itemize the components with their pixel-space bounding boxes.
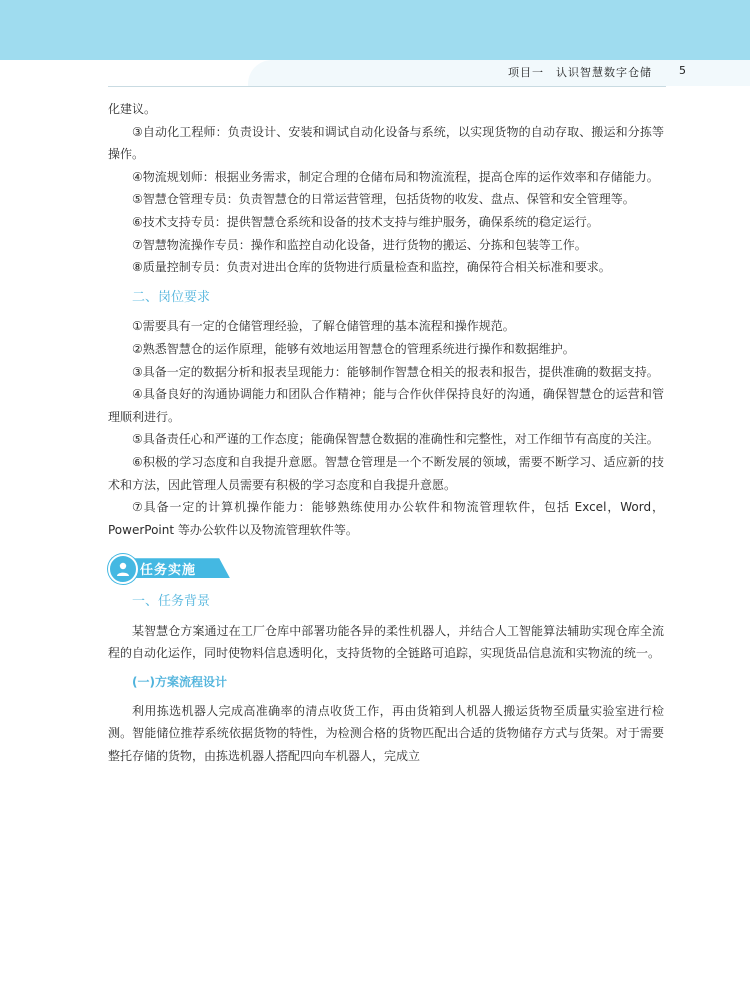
page-body [108, 98, 664, 767]
running-title: 项目一 认识智慧数字仓储 [508, 66, 652, 79]
requirement-item: ②熟悉智慧仓的运作原理，能够有效地运用智慧仓的管理系统进行操作和数据维护。 [132, 341, 575, 356]
section-heading-requirements: 二、岗位要求 [132, 289, 211, 305]
role-item: ③自动化工程师：负责设计、安装和调试自动化设备与系统，以实现货物的自动存取、搬运和分拣等操作。 [108, 124, 664, 162]
header-divider [108, 86, 666, 87]
subsection-heading: (一)方案流程设计 [132, 675, 227, 690]
running-header [248, 60, 750, 86]
continued-line: 化建议。 [108, 102, 157, 116]
section-heading-background: 一、任务背景 [132, 594, 211, 610]
role-item: ⑤智慧仓管理专员：负责智慧仓的日常运营管理，包括货物的收发、盘点、保管和安全管理等。 [132, 192, 635, 207]
header-band [0, 0, 750, 60]
page-number: 5 [679, 64, 686, 77]
role-item: ⑥技术支持专员：提供智慧仓系统和设备的技术支持与维护服务，确保系统的稳定运行。 [132, 214, 599, 229]
flow-paragraph: 利用拣选机器人完成高准确率的清点收货工作，再由货箱到人机器人搬运货物至质量实验室进行检测。智能储位推荐系统依据货物的特性，为检测合格的货物匹配出合适的货物储存方式与货架。对于需要整托存储的货物，由拣选机器人搭配四向车机器人，完成立 [108, 703, 664, 763]
role-item: ④物流规划师：根据业务需求，制定合理的仓储布局和物流流程，提高仓库的运作效率和存储能力。 [132, 169, 659, 184]
requirement-item: ④具备良好的沟通协调能力和团队合作精神；能与合作伙伴保持良好的沟通，确保智慧仓的运营和管理顺利进行。 [108, 387, 664, 424]
requirement-item: ①需要具有一定的仓储管理经验，了解仓储管理的基本流程和操作规范。 [132, 319, 515, 334]
banner-label: 任务实施 [140, 563, 197, 579]
role-item: ⑦智慧物流操作专员：操作和监控自动化设备，进行货物的搬运、分拣和包装等工作。 [132, 237, 587, 252]
background-paragraph: 某智慧仓方案通过在工厂仓库中部署功能各异的柔性机器人，并结合人工智能算法辅助实现仓库全流程的自动化运作，同时使物料信息透明化，支持货物的全链路可追踪，实现货品信息流和实物流的统一。 [108, 623, 664, 661]
requirement-item: ⑥积极的学习态度和自我提升意愿。智慧仓管理是一个不断发展的领域，需要不断学习、适应新的技术和方法，因此管理人员需要有积极的学习态度和自我提升意愿。 [108, 454, 664, 492]
task-banner [108, 553, 664, 583]
requirement-item: ③具备一定的数据分析和报表呈现能力：能够制作智慧仓相关的报表和报告，提供准确的数据支持。 [132, 364, 659, 379]
person-icon [108, 554, 138, 584]
requirement-item: ⑤具备责任心和严谨的工作态度；能确保智慧仓数据的准确性和完整性，对工作细节有高度的关注。 [132, 432, 659, 447]
role-item: ⑧质量控制专员：负责对进出仓库的货物进行质量检查和监控，确保符合相关标准和要求。 [132, 260, 611, 275]
requirement-item: ⑦具备一定的计算机操作能力：能够熟练使用办公软件和物流管理软件，包括 Excel，Word，PowerPoint 等办公软件以及物流管理软件等。 [108, 500, 664, 537]
